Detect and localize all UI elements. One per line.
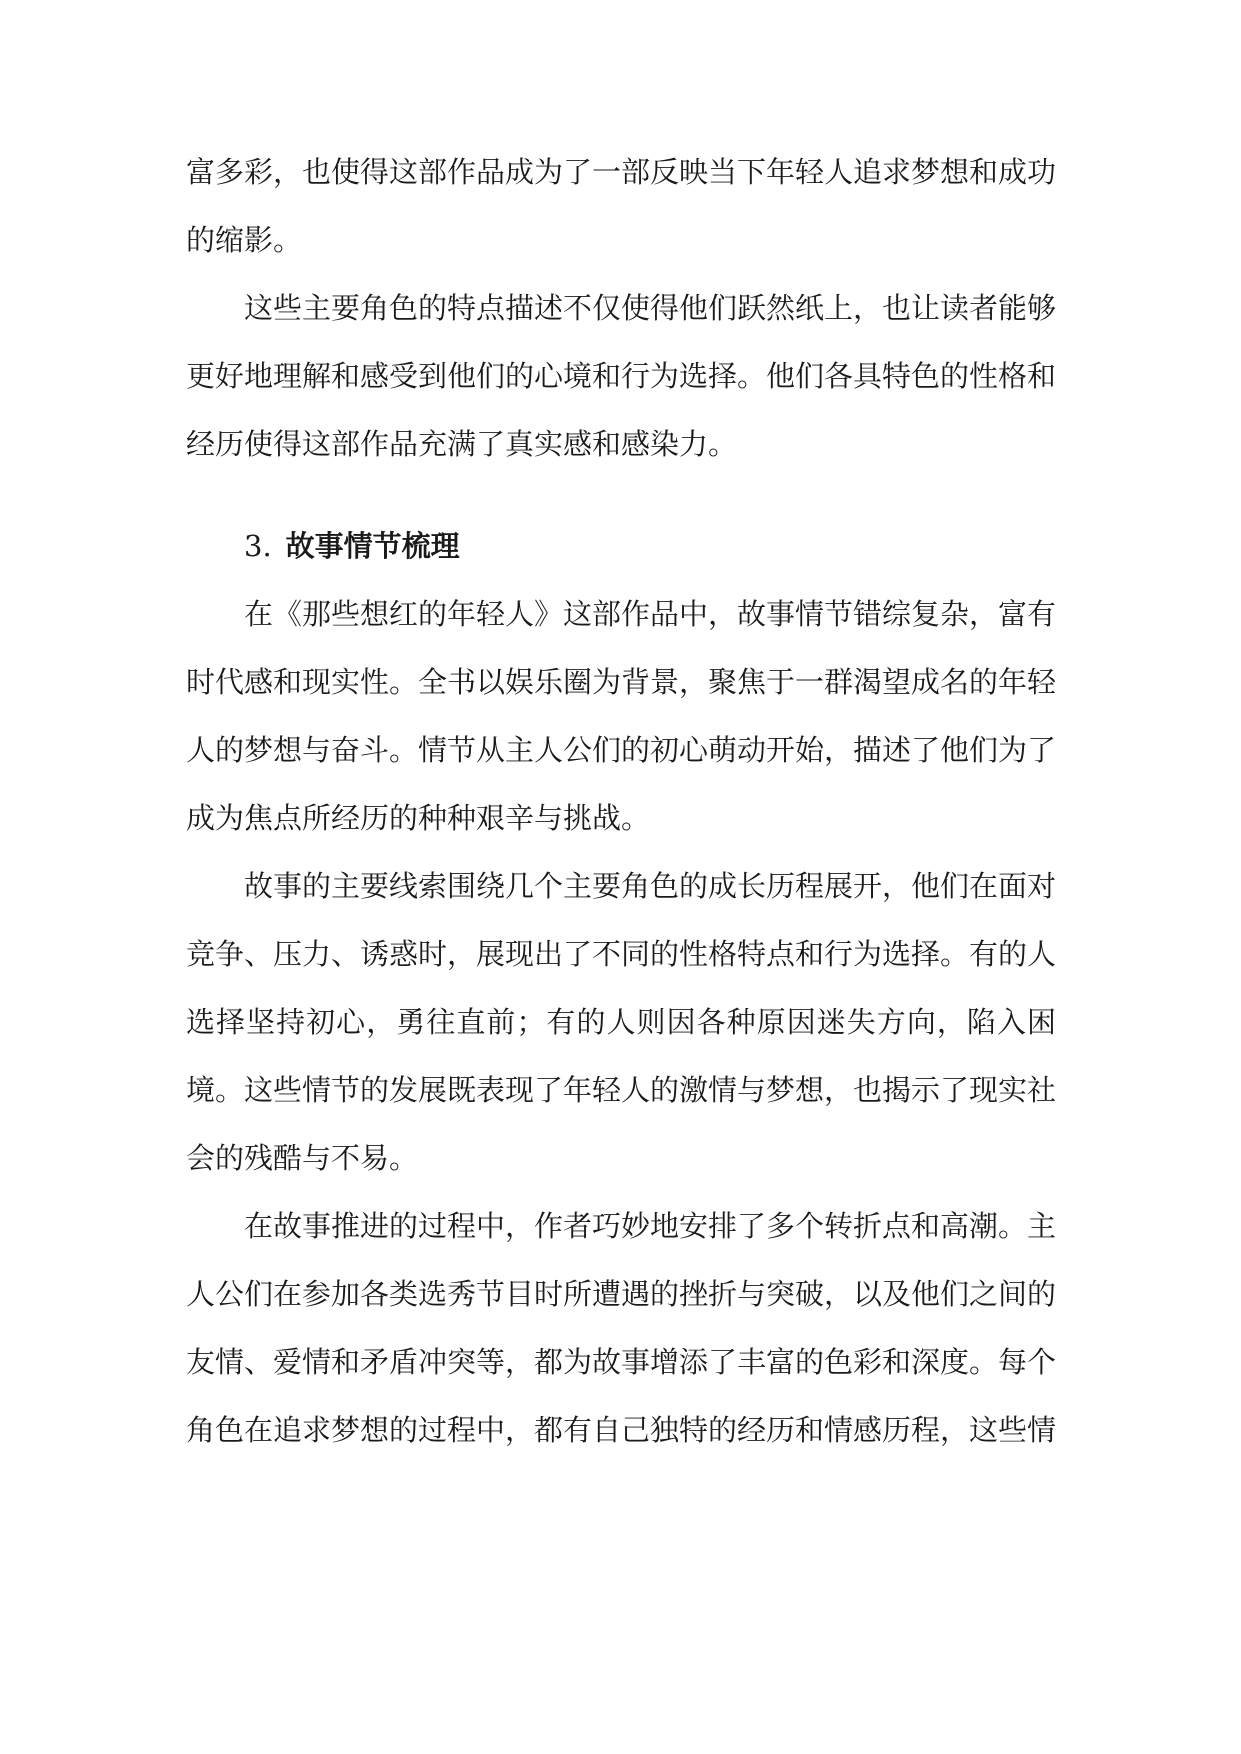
section-number: 3. (244, 529, 272, 563)
paragraph-turning-points: 在故事推进的过程中，作者巧妙地安排了多个转折点和高潮。主人公们在参加各类选秀节目时所遭遇的挫折与突破，以及他们之间的友情、爱情和矛盾冲突等，都为故事增添了丰富的色彩和深度。每个角色在追求梦想的过程中，都有自己独特的经历和情感历程，这些情 (186, 1209, 1057, 1447)
section-heading (186, 512, 1056, 580)
paragraph-characters: 这些主要角色的特点描述不仅使得他们跃然纸上，也让读者能够更好地理解和感受到他们的心境和行为选择。他们各具特色的性格和经历使得这部作品充满了真实感和感染力。 (186, 291, 1057, 461)
document-body (186, 138, 1056, 1464)
paragraph-plot-intro: 在《那些想红的年轻人》这部作品中，故事情节错综复杂，富有时代感和现实性。全书以娱乐圈为背景，聚焦于一群渴望成名的年轻人的梦想与奋斗。情节从主人公们的初心萌动开始，描述了他们为了成为焦点所经历的种种艰辛与挑战。 (186, 597, 1057, 835)
paragraph-continued: 富多彩，也使得这部作品成为了一部反映当下年轻人追求梦想和成功的缩影。 (186, 155, 1057, 257)
section-title: 故事情节梳理 (285, 529, 460, 563)
paragraph-main-line: 故事的主要线索围绕几个主要角色的成长历程展开，他们在面对竞争、压力、诱惑时，展现出了不同的性格特点和行为选择。有的人选择坚持初心，勇往直前；有的人则因各种原因迷失方向，陷入困境。这些情节的发展既表现了年轻人的激情与梦想，也揭示了现实社会的残酷与不易。 (186, 869, 1057, 1175)
